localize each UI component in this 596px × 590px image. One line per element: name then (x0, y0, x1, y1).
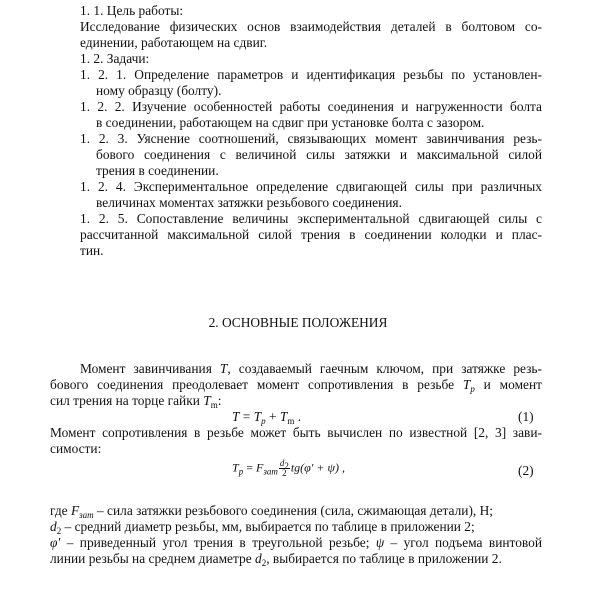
task-5-line-2: рассчитанной максимальной силой трения в соединении колодки и плас- (80, 227, 542, 242)
task-3-line-3: трения в соединении. (96, 163, 219, 178)
definition-line-3: φ′ – приведенный угол трения в треугольной резьбе; ψ – угол подъема винтовой (50, 535, 542, 550)
formula-1-number: (1) (518, 409, 534, 424)
section-title: 2. ОСНОВНЫЕ ПОЛОЖЕНИЯ (208, 315, 388, 330)
para2-line-1: Момент сопротивления в резьбе может быть вычислен по известной [2, 3] зави- (50, 425, 542, 440)
task-4-line-1: 1. 2. 4. Экспериментальное определение сдвигающей силы при различных (80, 179, 542, 194)
task-1-line-1: 1. 2. 1. Определение параметров и идентификация резьбы по установлен- (80, 67, 542, 82)
formula-2: $T_p = F_{зат}$ $\frac{d_2}{2}$ tg(φ′ + ψ) , (232, 458, 345, 478)
heading-goal: 1. 1. Цель работы: (80, 3, 184, 18)
goal-text-line-1: Исследование физических основ взаимодействия деталей в болтовом со- (80, 19, 542, 34)
para1-line-3: сил трения на торце гайки $T_m$: (50, 393, 222, 410)
heading-tasks: 1. 2. Задачи: (80, 51, 150, 66)
task-5-line-3: тин. (80, 243, 104, 258)
task-1-line-2: ному образцу (болту). (96, 83, 222, 98)
task-5-line-1: 1. 2. 5. Сопоставление величины экспериментальной сдвигающей силы с (80, 211, 542, 226)
task-3-line-2: бового соединения с величиной силы затяжки и максимальной силой (96, 147, 542, 162)
para2-line-2: симости: (50, 441, 102, 456)
para1-line-1: Момент завинчивания T, создаваемый гаечным ключом, при затяжке резь- (80, 361, 542, 376)
definition-line-4: линии резьбы на среднем диаметре $d_2$, выбирается по таблице в приложении 2. (50, 551, 502, 568)
task-4-line-2: величинах моментах затяжки резьбового соединения. (96, 195, 402, 210)
task-2-line-1: 1. 2. 2. Изучение особенностей работы соединения и нагруженности болта (80, 99, 542, 114)
para1-line-2: бового соединения преодолевает момент сопротивления в резьбе $T_p$ и момент (50, 377, 542, 394)
task-3-line-1: 1. 2. 3. Уяснение соотношений, связывающих момент завинчивания резь- (80, 131, 542, 146)
formula-1: $T = T_p + T_m$ . (232, 409, 302, 426)
formula-2-number: (2) (518, 463, 534, 478)
definition-line-2: $d_2$ – средний диаметр резьбы, мм, выбирается по таблице в приложении 2; (50, 519, 475, 536)
formula-2-fraction: $\frac{d_2}{2}$ (279, 458, 289, 478)
goal-text-line-2: единении, работающем на сдвиг. (80, 35, 268, 50)
definition-line-1: где $F_{зат}$ – сила затяжки резьбового соединения (сила, сжимающая детали), Н; (50, 503, 494, 520)
task-2-line-2: в соединении, работающем на сдвиг при установке болта с зазором. (96, 115, 485, 130)
